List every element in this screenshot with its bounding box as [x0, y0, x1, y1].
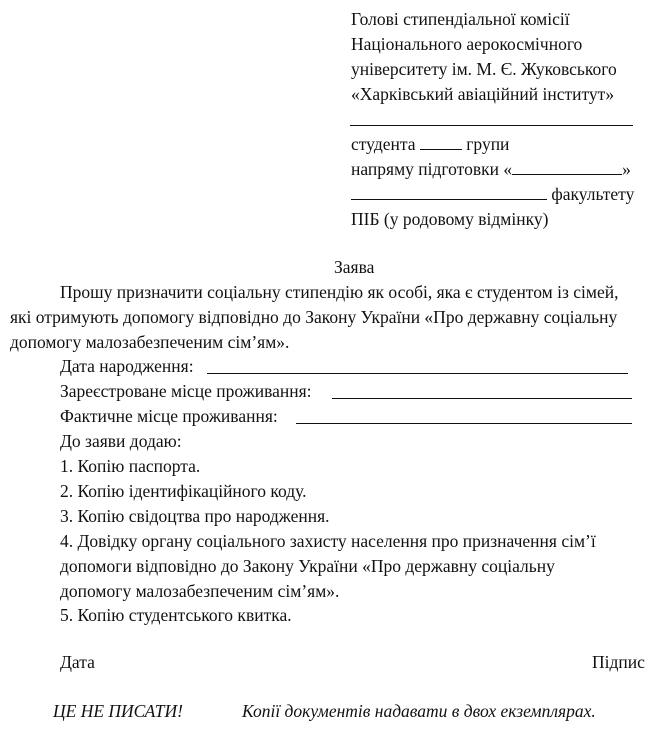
- attachment-item-4-line-3: допомогу малозабезпеченим сім’ям».: [60, 581, 340, 601]
- group-suffix: групи: [466, 134, 510, 154]
- copies-note: Копії документів надавати в двох екземплярах.: [242, 701, 596, 721]
- body-line-3: допомогу малозабезпеченим сім’ям».: [10, 332, 290, 352]
- birth-date-blank: [207, 373, 628, 374]
- attachment-item-4-line-1: 4. Довідку органу соціального захисту населення про призначення сім’ї: [60, 531, 596, 551]
- student-prefix: студента: [351, 134, 416, 154]
- attachment-item-2: 2. Копію ідентифікаційного коду.: [60, 481, 307, 501]
- addressee-line-1: Голові стипендіальної комісії: [351, 9, 570, 29]
- attachment-item-3: 3. Копію свідоцтва про народження.: [60, 506, 330, 526]
- faculty-suffix: факультету: [551, 184, 635, 204]
- student-group-line: [351, 133, 509, 155]
- addressee-line-2: Національного аерокосмічного: [351, 34, 583, 54]
- body-line-2: які отримують допомогу відповідно до Закону України «Про державну соціальну: [10, 307, 618, 327]
- direction-blank: [512, 159, 622, 175]
- registered-address-label: Зареєстроване місце проживання:: [60, 381, 312, 401]
- addressee-line-3: університету ім. М. Є. Жуковського: [351, 59, 617, 79]
- actual-address-label: Фактичне місце проживання:: [60, 406, 278, 426]
- registered-address-blank: [332, 398, 632, 399]
- date-label: Дата: [60, 652, 95, 672]
- sender-blank-line: [350, 125, 633, 126]
- do-not-write-note: ЦЕ НЕ ПИСАТИ!: [53, 701, 183, 721]
- actual-address-blank: [296, 423, 632, 424]
- attachment-item-5: 5. Копію студентського квитка.: [60, 605, 292, 625]
- addressee-line-4: «Харківський авіаційний інститут»: [351, 84, 615, 104]
- faculty-blank: [351, 184, 547, 200]
- attachments-heading: До заяви додаю:: [60, 431, 182, 451]
- group-blank: [420, 134, 462, 150]
- attachment-item-1: 1. Копію паспорта.: [60, 456, 201, 476]
- attachment-item-4-line-2: допомоги відповідно до Закону України «Про державну соціальну: [60, 556, 555, 576]
- body-line-1: Прошу призначити соціальну стипендію як особі, яка є студентом із сімей,: [60, 282, 619, 302]
- signature-label: Підпис: [592, 652, 645, 672]
- direction-prefix: напряму підготовки «: [351, 159, 513, 179]
- name-label: ПІБ (у родовому відмінку): [351, 209, 549, 229]
- faculty-line: [351, 183, 634, 205]
- direction-suffix: »: [622, 159, 631, 179]
- birth-date-label: Дата народження:: [60, 356, 194, 376]
- direction-line: [351, 158, 631, 180]
- document-title: Заява: [334, 257, 375, 277]
